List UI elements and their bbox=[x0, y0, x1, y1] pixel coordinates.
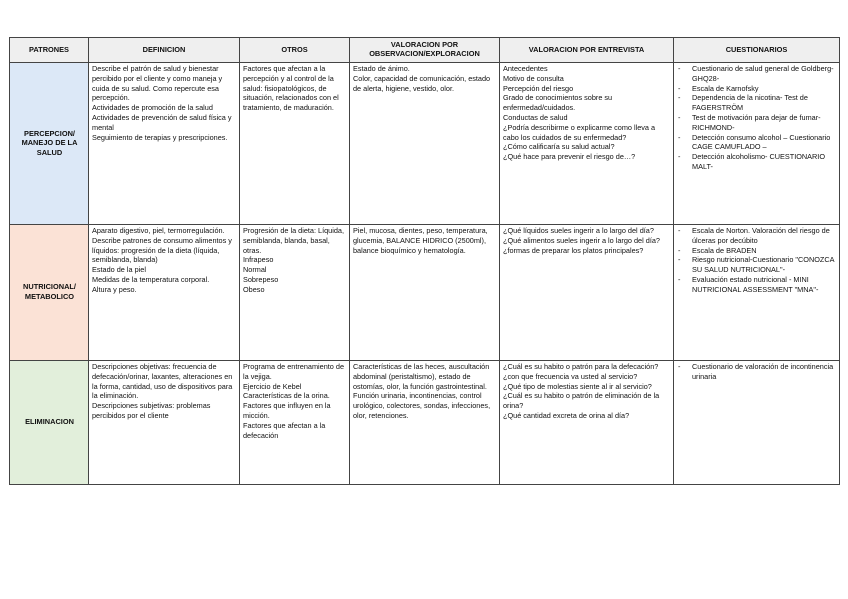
entrevista-line: ¿Cuál es su habito o patrón para la defecación? bbox=[503, 362, 659, 371]
patron-cell: PERCEPCION/ MANEJO DE LA SALUD bbox=[10, 63, 89, 225]
definicion-line: Estado de la piel bbox=[92, 265, 146, 275]
definicion-line: Medidas de la temperatura corporal. bbox=[92, 274, 210, 284]
definicion-line: Seguimiento de terapias y prescripciones. bbox=[92, 132, 228, 142]
patron-cell: NUTRICIONAL/ METABOLICO bbox=[10, 225, 89, 361]
entrevista-line: ¿con que frecuencia va usted al servicio? bbox=[503, 371, 638, 381]
entrevista-line: ¿Qué líquidos sueles ingerir a lo largo del día? bbox=[503, 226, 654, 235]
definicion-line: Actividades de promoción de la salud bbox=[92, 103, 213, 113]
cuestionario-item: - Test de motivación para dejar de fumar- RICHMOND- bbox=[677, 113, 837, 133]
entrevista-line: Grado de conocimientos sobre su enfermedad/cuidados. bbox=[503, 93, 613, 113]
observacion-cell bbox=[350, 361, 500, 485]
entrevista-line: ¿formas de preparar los platos principales? bbox=[503, 245, 644, 255]
entrevista-line: ¿Podría describirme o explicarme como lleva a cabo los cuidados de su enfermedad? bbox=[503, 122, 656, 142]
observacion-line: Piel, mucosa, dientes, peso, temperatura, glucemia, BALANCE HIDRICO (2500ml), balance bioquímico y hematología. bbox=[353, 226, 488, 255]
table-row bbox=[10, 361, 840, 485]
entrevista-line: ¿Cómo calificaría su salud actual? bbox=[503, 142, 615, 152]
observacion-cell bbox=[350, 225, 500, 361]
definicion-cell bbox=[89, 63, 240, 225]
definicion-cell bbox=[89, 225, 240, 361]
cuestionario-item: - Cuestionario de valoración de incontinencia urinaria bbox=[677, 362, 837, 382]
entrevista-line: ¿Qué alimentos sueles ingerir a lo largo del día? bbox=[503, 235, 660, 245]
cuestionarios-cell bbox=[674, 225, 840, 361]
otros-cell bbox=[240, 63, 350, 225]
definicion-line: Describe el patrón de salud y bienestar percibido por el cliente y como maneja y cuida de su salud. Como repercute esa percepción. bbox=[92, 64, 223, 103]
header-row bbox=[10, 38, 840, 63]
otros-cell bbox=[240, 225, 350, 361]
otros-line: Infrapeso bbox=[243, 255, 274, 265]
entrevista-line: Percepción del riesgo bbox=[503, 83, 574, 93]
definicion-line: Actividades de prevención de salud física y mental bbox=[92, 112, 232, 132]
cuestionario-item: - Detección consumo alcohol – Cuestionario CAGE CAMUFLADO – bbox=[677, 133, 837, 153]
entrevista-line: ¿Qué cantidad excreta de orina al día? bbox=[503, 410, 630, 420]
cuestionarios-cell bbox=[674, 63, 840, 225]
header-definicion: DEFINICION bbox=[89, 38, 240, 63]
definicion-line: Descripciones objetivas: frecuencia de defecación/orinar, laxantes, alteraciones en la forma, cantidad, uso de dispositivos para la eliminación. bbox=[92, 362, 233, 401]
cuestionario-item: - Detección alcoholismo- CUESTIONARIO MALT- bbox=[677, 152, 837, 172]
header-patrones: PATRONES bbox=[10, 38, 89, 63]
entrevista-cell bbox=[500, 361, 674, 485]
otros-line: Factores que afectan a la percepción y al control de la salud: fisiopatológicos, de situación, relacionados con el tratamiento, de maduración. bbox=[243, 64, 339, 113]
cuestionario-item: - Escala de BRADEN bbox=[677, 246, 837, 256]
definicion-line: Altura y peso. bbox=[92, 284, 137, 294]
table-row bbox=[10, 225, 840, 361]
otros-line: Ejercicio de Kebel bbox=[243, 381, 302, 391]
cuestionario-item: - Escala de Karnofsky bbox=[677, 84, 837, 94]
entrevista-cell bbox=[500, 63, 674, 225]
patron-cell: ELIMINACION bbox=[10, 361, 89, 485]
otros-line: Programa de entrenamiento de la vejiga. bbox=[243, 362, 345, 381]
header-otros: OTROS bbox=[240, 38, 350, 63]
otros-line: Progresión de la dieta: Líquida, semiblanda, blanda, basal, otras. bbox=[243, 226, 345, 255]
definicion-line: Aparato digestivo, piel, termorregulación. bbox=[92, 226, 225, 235]
entrevista-line: ¿Cuál es su habito o patrón de eliminación de la orina? bbox=[503, 391, 660, 411]
observacion-line: Estado de ánimo. bbox=[353, 64, 410, 73]
definicion-line: Descripciones subjetivas: problemas percibidos por el cliente bbox=[92, 401, 211, 420]
entrevista-line: Conductas de salud bbox=[503, 112, 568, 122]
cuestionario-item: - Cuestionario de salud general de Goldberg- GHQ28- bbox=[677, 64, 837, 84]
cuestionario-item: - Riesgo nutricional-Cuestionario "CONOZCA SU SALUD NUTRICIONAL"- bbox=[677, 255, 837, 275]
observacion-line: Características de las heces, auscultación abdominal (peristaltismo), estado de ostomías, olor, la función gastrointestinal. bbox=[353, 362, 490, 391]
entrevista-line: ¿Qué tipo de molestias siente al ir al servicio? bbox=[503, 381, 652, 391]
entrevista-line: Motivo de consulta bbox=[503, 73, 564, 83]
cuestionario-item: - Dependencia de la nicotina- Test de FAGERSTRÖM bbox=[677, 93, 837, 113]
observacion-cell bbox=[350, 63, 500, 225]
otros-cell bbox=[240, 361, 350, 485]
otros-line: Sobrepeso bbox=[243, 274, 279, 284]
patrones-table bbox=[9, 37, 840, 485]
header-cuestionarios: CUESTIONARIOS bbox=[674, 38, 840, 63]
definicion-cell bbox=[89, 361, 240, 485]
table-row bbox=[10, 63, 840, 225]
header-observacion: VALORACION POR OBSERVACION/EXPLORACION bbox=[350, 38, 500, 63]
otros-line: Características de la orina. bbox=[243, 391, 330, 401]
observacion-line: Color, capacidad de comunicación, estado de alerta, higiene, vestido, olor. bbox=[353, 73, 491, 93]
otros-line: Obeso bbox=[243, 284, 265, 294]
otros-line: Normal bbox=[243, 265, 267, 275]
entrevista-cell bbox=[500, 225, 674, 361]
entrevista-line: Antecedentes bbox=[503, 64, 548, 73]
header-entrevista: VALORACION POR ENTREVISTA bbox=[500, 38, 674, 63]
table-body bbox=[10, 63, 840, 485]
cuestionario-item: - Evaluación estado nutricional - MINI NUTRICIONAL ASSESSMENT "MNA"- bbox=[677, 275, 837, 295]
cuestionario-item: - Escala de Norton. Valoración del riesgo de úlceras por decúbito bbox=[677, 226, 837, 246]
observacion-line: Función urinaria, incontinencias, control urológico, colectores, sondas, infecciones, olor, retenciones. bbox=[353, 391, 491, 420]
otros-line: Factores que influyen en la micción. bbox=[243, 401, 331, 420]
definicion-line: Describe patrones de consumo alimentos y líquidos: progresión de la dieta (líquida, semiblanda, blanda) bbox=[92, 235, 232, 265]
otros-line: Factores que afectan a la defecación bbox=[243, 420, 326, 440]
cuestionarios-cell bbox=[674, 361, 840, 485]
entrevista-line: ¿Qué hace para prevenir el riesgo de…? bbox=[503, 152, 636, 162]
